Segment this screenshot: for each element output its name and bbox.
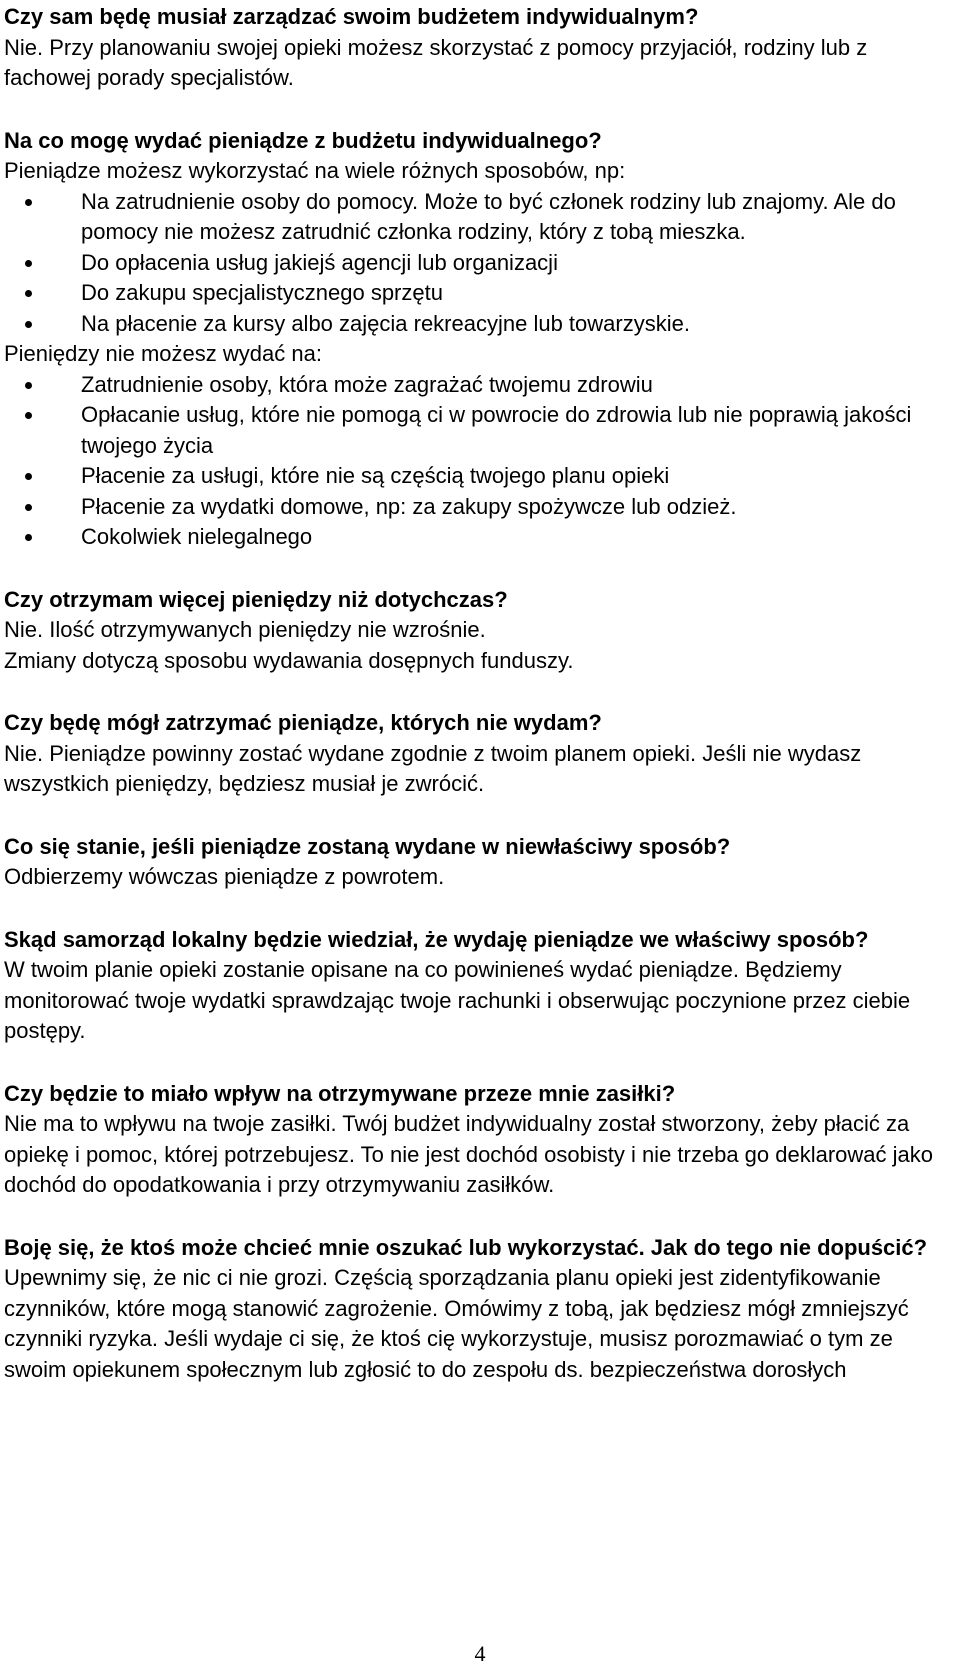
list-item-text: Na płacenie za kursy albo zajęcia rekreacyjne lub towarzyskie.	[81, 310, 690, 336]
faq-section-spending	[4, 126, 954, 553]
faq-intro-forbidden: Pieniędzy nie możesz wydać na:	[4, 341, 322, 366]
section-gap	[4, 1201, 954, 1233]
section-gap	[4, 676, 954, 708]
faq-section-safety	[4, 1233, 954, 1386]
bullet-icon	[25, 504, 32, 511]
bullet-icon	[25, 199, 32, 206]
list-item-text: Opłacanie usług, które nie pomogą ci w powrocie do zdrowia lub nie poprawią jakości twojego życia	[81, 402, 912, 458]
forbidden-spending-list	[4, 370, 954, 553]
faq-question: Czy otrzymam więcej pieniędzy niż dotychczas?	[4, 586, 508, 612]
list-item	[4, 400, 954, 461]
faq-answer: Nie. Pieniądze powinny zostać wydane zgodnie z twoim planem opieki. Jeśli nie wydasz wszystkich pieniędzy, będziesz musiał je zwrócić.	[4, 740, 862, 796]
faq-section-misuse	[4, 832, 954, 893]
list-item	[4, 461, 954, 492]
list-item	[4, 370, 954, 401]
faq-question: Czy sam będę musiał zarządzać swoim budżetem indywidualnym?	[4, 4, 699, 29]
section-gap	[4, 800, 954, 832]
list-item	[4, 187, 954, 248]
list-item-text: Do zakupu specjalistycznego sprzętu	[81, 280, 443, 305]
list-item	[4, 309, 954, 340]
faq-answer: Odbierzemy wówczas pieniądze z powrotem.	[4, 864, 445, 889]
faq-question: Skąd samorząd lokalny będzie wiedział, że wydaję pieniądze we właściwy sposób?	[4, 926, 869, 952]
faq-answer: Nie. Ilość otrzymywanych pieniędzy nie wzrośnie.	[4, 617, 486, 642]
bullet-icon	[25, 534, 32, 541]
faq-answer: Nie ma to wpływu na twoje zasiłki. Twój budżet indywidualny został stworzony, żeby płacić za opiekę i pomoc, której potrzebujesz. To nie jest dochód osobisty i nie trzeba go deklarować jako dochód do opodatkowania i przy otrzymywaniu zasiłków.	[4, 1111, 934, 1197]
faq-section-more-money	[4, 585, 954, 677]
list-item-text: Płacenie za wydatki domowe, np: za zakupy spożywcze lub odzież.	[81, 493, 737, 519]
faq-answer: W twoim planie opieki zostanie opisane na co powinieneś wydać pieniądze. Będziemy monitorować twoje wydatki sprawdzając twoje rachunki i obserwując poczynione przez ciebie postępy.	[4, 957, 911, 1043]
faq-question: Co się stanie, jeśli pieniądze zostaną wydane w niewłaściwy sposób?	[4, 833, 731, 859]
list-item	[4, 522, 954, 553]
faq-section-budget-management	[4, 2, 954, 94]
list-item-text: Płacenie za usługi, które nie są częścią twojego planu opieki	[81, 463, 670, 488]
faq-answer: Upewnimy się, że nic ci nie grozi. Częścią sporządzania planu opieki jest zidentyfikowanie czynników, które mogą stanowić zagrożenie. Omówimy z tobą, jak będziesz mógł zmniejszyć czynniki ryzyka. Jeśli wydaje ci się, że ktoś cię wykorzystuje, musisz porozmawiać o tym ze swoim opiekunem społecznym lub zgłosić to do zespołu ds. bezpieczeństwa dorosłych	[4, 1265, 909, 1382]
allowed-spending-list	[4, 187, 954, 340]
list-item	[4, 492, 954, 523]
list-item-text: Cokolwiek nielegalnego	[81, 524, 313, 549]
list-item-text: Zatrudnienie osoby, która może zagrażać twojemu zdrowiu	[81, 371, 653, 397]
faq-question: Czy będzie to miało wpływ na otrzymywane przeze mnie zasiłki?	[4, 1080, 676, 1106]
faq-section-keep-money	[4, 708, 954, 800]
list-item	[4, 248, 954, 279]
faq-answer: Nie. Przy planowaniu swojej opieki możesz skorzystać z pomocy przyjaciół, rodziny lub z fachowej porady specjalistów.	[4, 34, 868, 90]
section-gap	[4, 94, 954, 126]
page-number: 4	[474, 1641, 486, 1666]
faq-question: Na co mogę wydać pieniądze z budżetu indywidualnego?	[4, 127, 602, 153]
bullet-icon	[25, 382, 32, 389]
list-item-text: Na zatrudnienie osoby do pomocy. Może to być członek rodziny lub znajomy. Ale do pomocy nie możesz zatrudnić członka rodziny, który z tobą mieszka.	[81, 188, 896, 244]
faq-section-monitoring	[4, 925, 954, 1047]
bullet-icon	[25, 321, 32, 328]
bullet-icon	[25, 290, 32, 297]
bullet-icon	[25, 473, 32, 480]
faq-answer: Zmiany dotyczą sposobu wydawania dosępnych funduszy.	[4, 647, 574, 673]
section-gap	[4, 893, 954, 925]
document-page	[4, 2, 954, 1385]
list-item	[4, 278, 954, 309]
bullet-icon	[25, 260, 32, 267]
faq-question: Czy będę mógł zatrzymać pieniądze, których nie wydam?	[4, 710, 602, 735]
faq-intro: Pieniądze możesz wykorzystać na wiele różnych sposobów, np:	[4, 158, 626, 183]
section-gap	[4, 1047, 954, 1079]
faq-section-benefits	[4, 1079, 954, 1201]
list-item-text: Do opłacenia usług jakiejś agencji lub organizacji	[81, 249, 558, 275]
section-gap	[4, 553, 954, 585]
faq-question: Boję się, że ktoś może chcieć mnie oszukać lub wykorzystać. Jak do tego nie dopuścić?	[4, 1234, 928, 1260]
bullet-icon	[25, 412, 32, 419]
